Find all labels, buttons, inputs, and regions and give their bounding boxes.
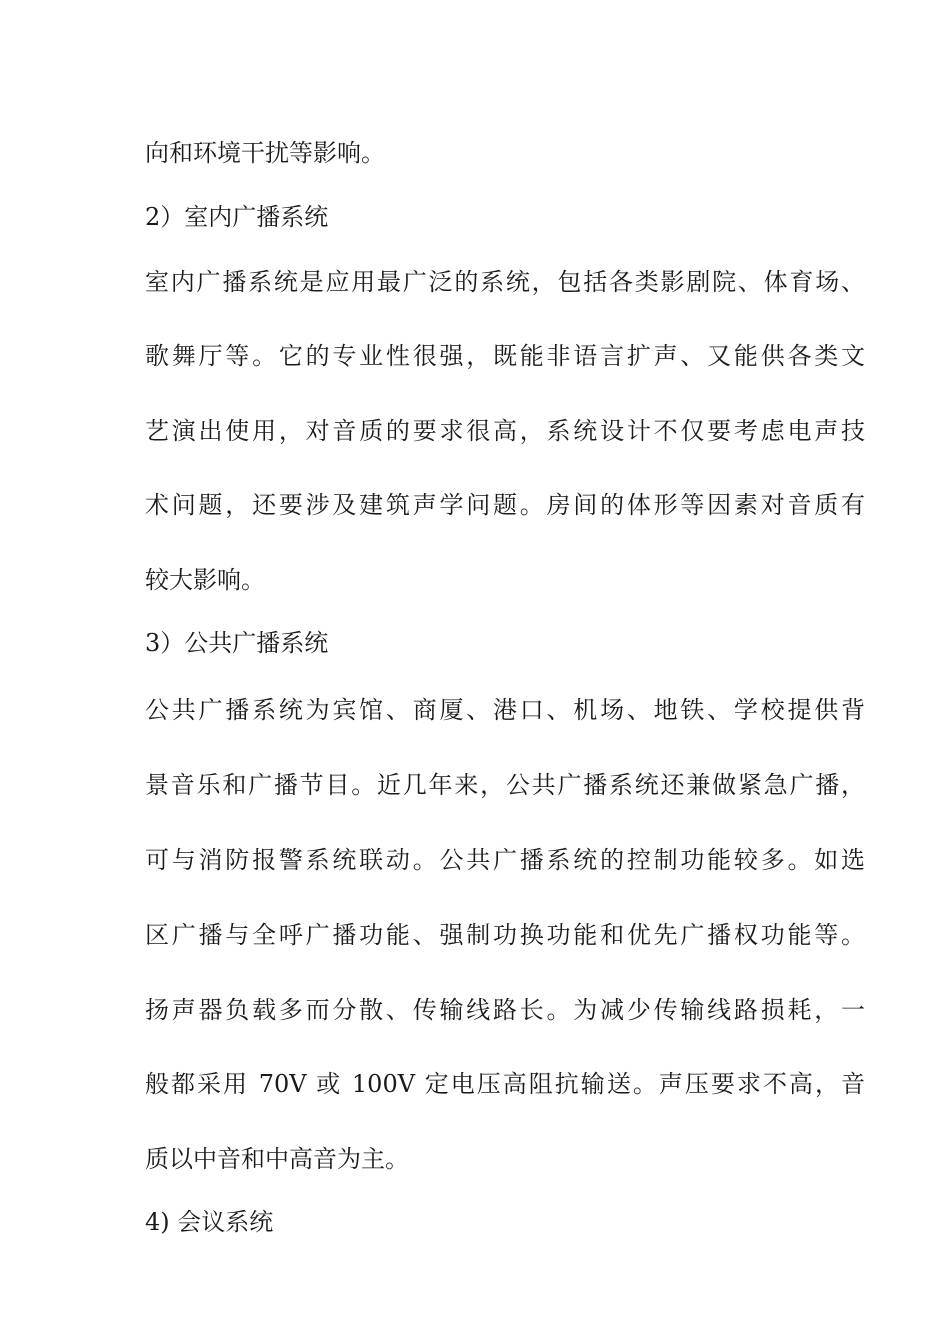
paragraph-line: 扬声器负载多而分散、传输线路长。为减少传输线路损耗，一	[145, 996, 865, 1024]
paragraph-line: 区广播与全呼广播功能、强制功换功能和优先广播权功能等。	[145, 921, 865, 949]
paragraph-line: 歌舞厅等。它的专业性很强，既能非语言扩声、又能供各类文	[145, 342, 865, 370]
paragraph-line: 较大影响。	[145, 566, 265, 594]
paragraph-line: 质以中音和中高音为主。	[145, 1145, 409, 1173]
section-heading-indoor-broadcast: 2）室内广播系统	[145, 203, 329, 231]
paragraph-line: 艺演出使用，对音质的要求很高，系统设计不仅要考虑电声技	[145, 417, 865, 445]
section-heading-conference-system: 4) 会议系统	[145, 1208, 274, 1236]
paragraph-line: 公共广播系统为宾馆、商厦、港口、机场、地铁、学校提供背	[145, 696, 865, 724]
section-heading-public-broadcast: 3）公共广播系统	[145, 629, 329, 657]
paragraph-line: 可与消防报警系统联动。公共广播系统的控制功能较多。如选	[145, 846, 865, 874]
paragraph-line: 景音乐和广播节目。近几年来，公共广播系统还兼做紧急广播，	[145, 771, 865, 799]
paragraph-line: 向和环境干扰等影响。	[145, 139, 385, 167]
paragraph-line: 术问题，还要涉及建筑声学问题。房间的体形等因素对音质有	[145, 491, 865, 519]
paragraph-line: 室内广播系统是应用最广泛的系统，包括各类影剧院、体育场、	[145, 268, 865, 296]
paragraph-line: 般都采用 70V 或 100V 定电压高阻抗输送。声压要求不高，音	[145, 1070, 865, 1098]
